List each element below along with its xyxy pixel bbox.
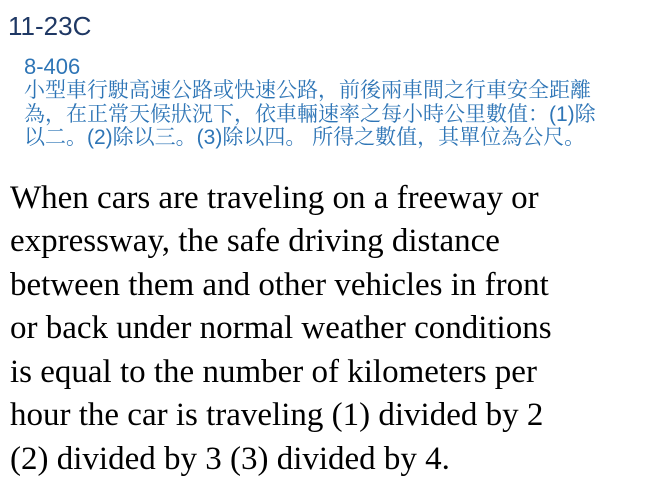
question-block <box>24 55 672 150</box>
question-number: 8-406 <box>24 54 81 79</box>
english-line-1: When cars are traveling on a freeway or <box>10 179 539 216</box>
english-line-6: hour the car is traveling (1) divided by 2 <box>10 397 544 433</box>
english-line-5: is equal to the number of kilometers per <box>10 353 537 390</box>
english-line-3: between them and other vehicles in front <box>10 266 549 303</box>
question-code: 11-23C <box>8 11 92 41</box>
english-line-2: expressway, the safe driving distance <box>10 223 500 259</box>
chinese-question-text <box>24 79 672 150</box>
document-page <box>0 12 672 504</box>
english-translation-text <box>10 177 672 482</box>
chinese-line-2: 為，在正常天候狀況下，依車輛速率之每小時公里數值：(1)除 <box>24 102 596 126</box>
chinese-line-3: 以二。(2)除以三。(3)除以四。 所得之數值，其單位為公尺。 <box>24 126 586 149</box>
english-line-4: or back under normal weather conditions <box>10 310 552 346</box>
chinese-line-1: 小型車行駛高速公路或快速公路，前後兩車間之行車安全距離 <box>24 79 591 102</box>
english-line-7: (2) divided by 3 (3) divided by 4. <box>10 440 450 477</box>
